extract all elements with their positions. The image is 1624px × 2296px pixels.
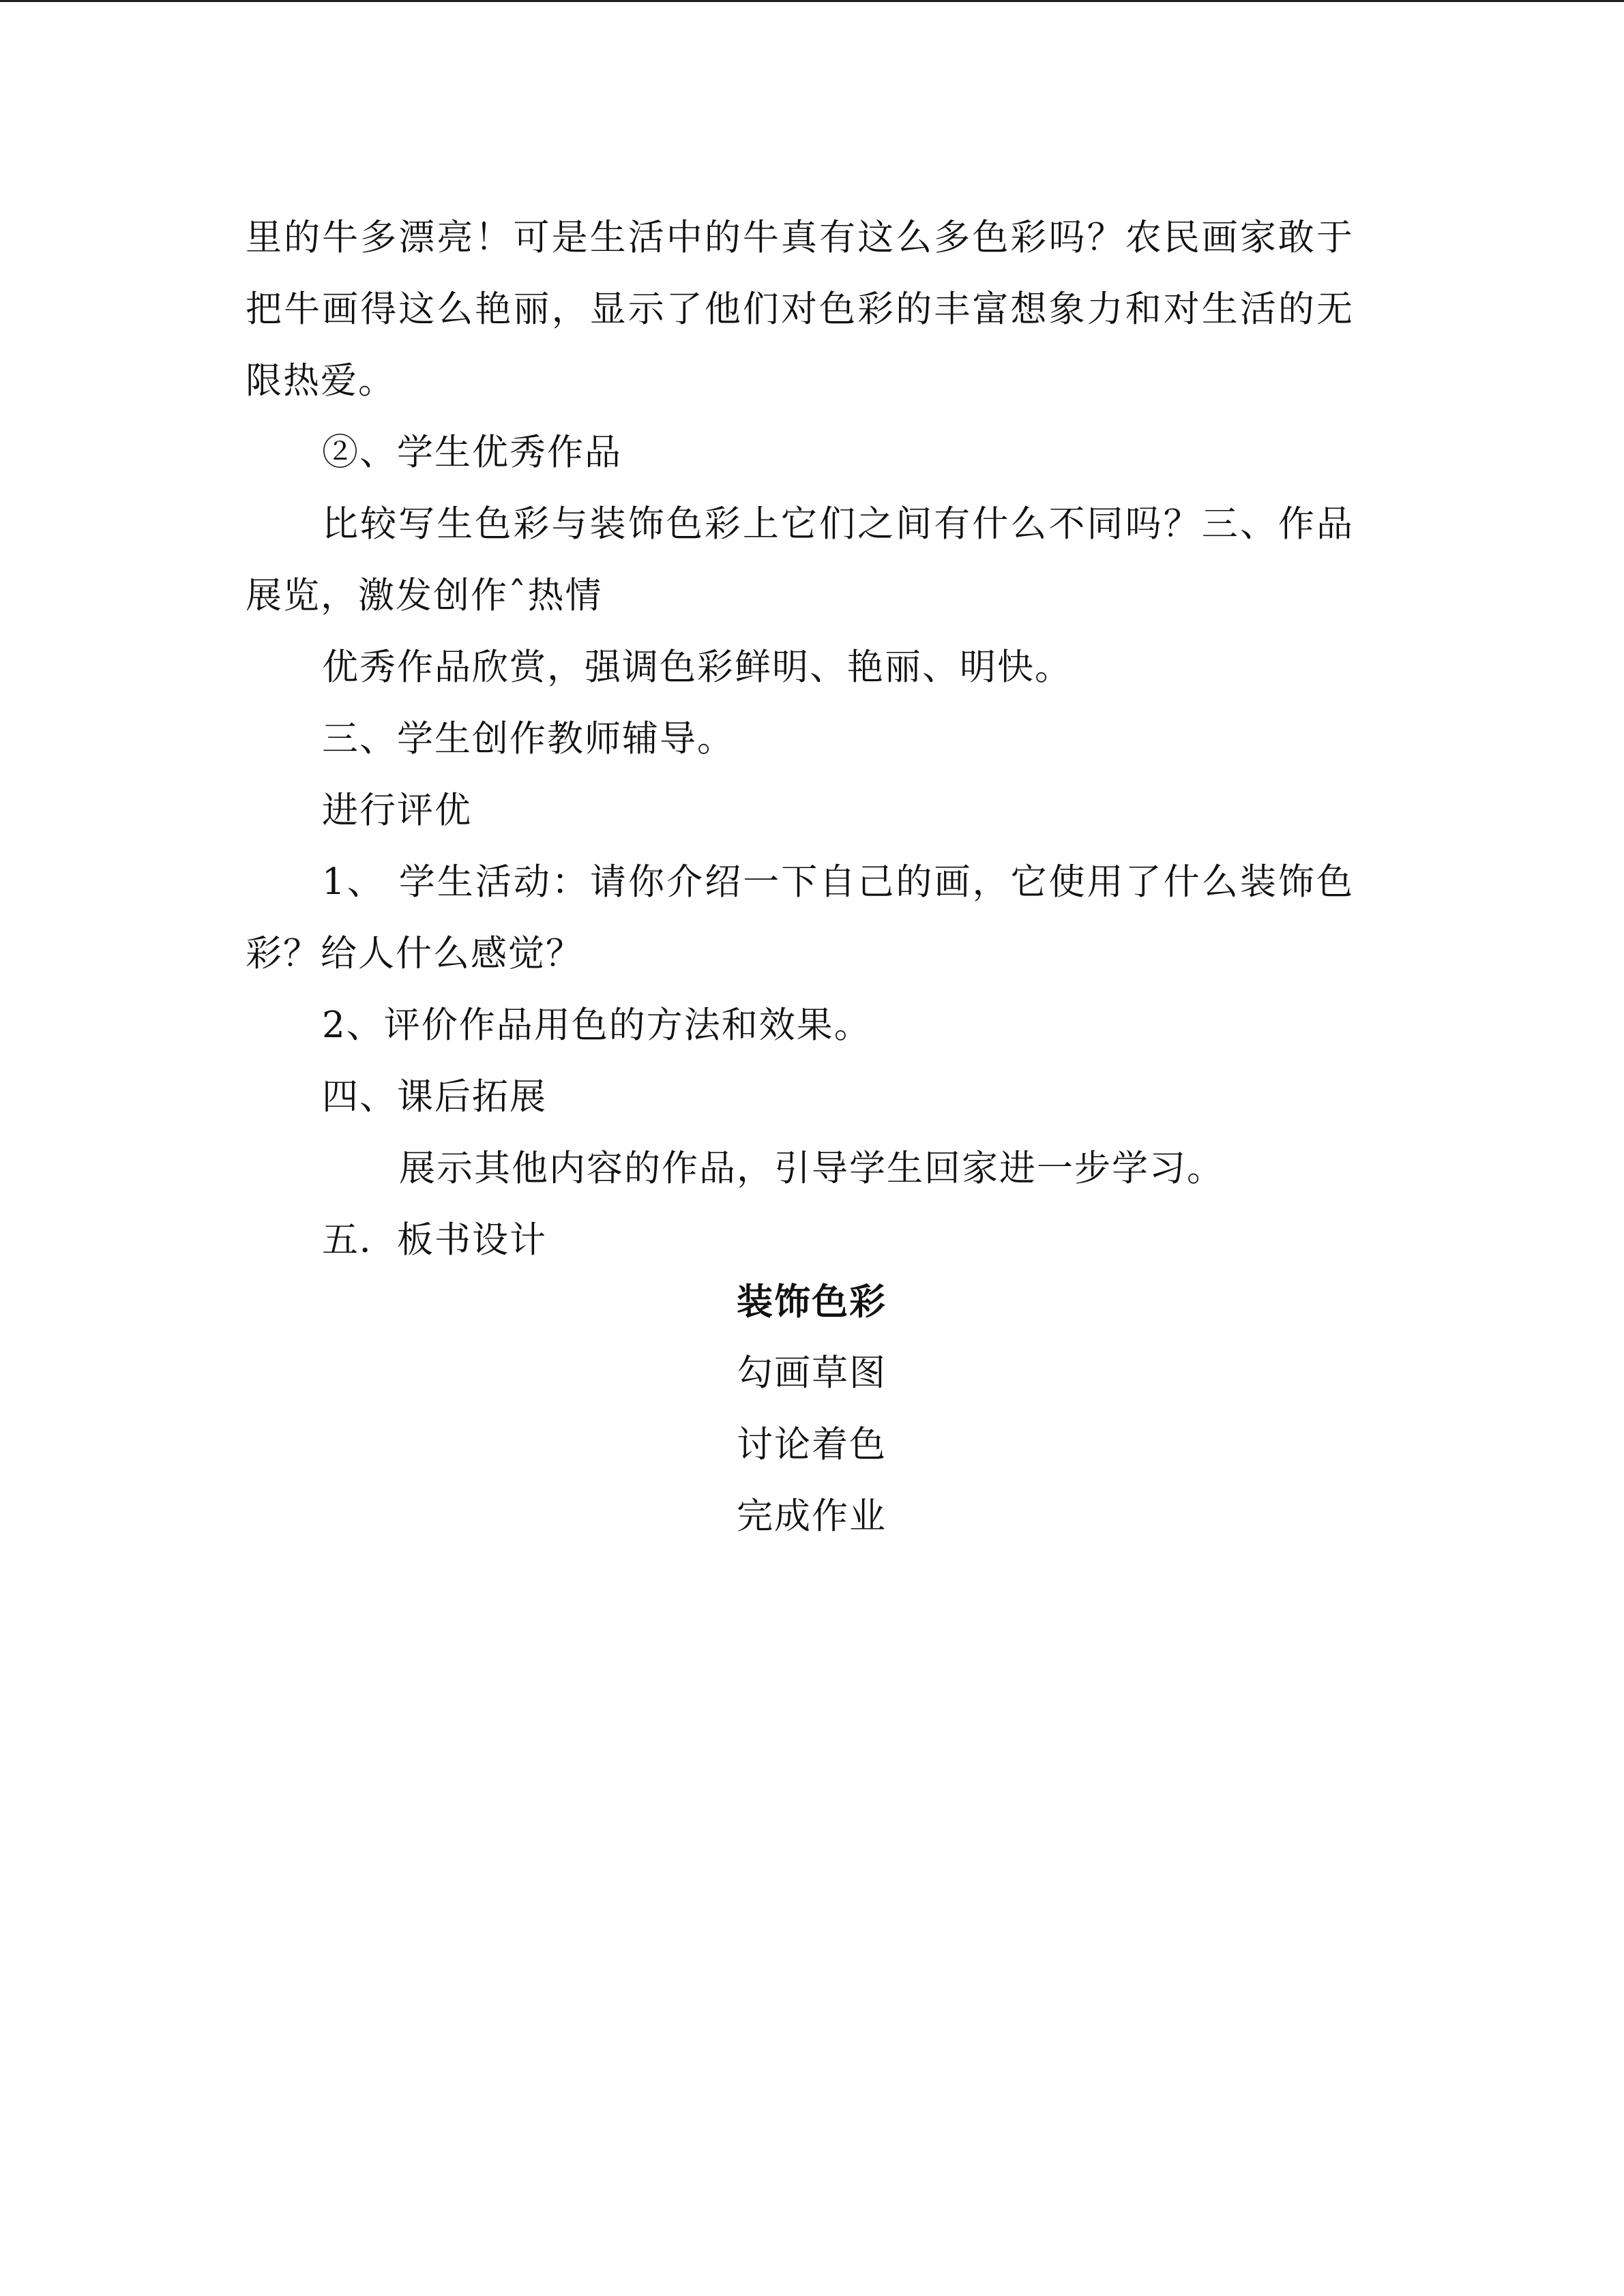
paragraph-line: 展示其他内容的作品，引导学生回家进一步学习。	[399, 1148, 1224, 1189]
board-design-step: 勾画草图	[737, 1352, 887, 1394]
paragraph-line: 彩？给人什么感觉？	[246, 933, 583, 974]
section-heading-student-works: ②、学生优秀作品	[322, 432, 622, 473]
section-heading-board-design: 五．板书设计	[322, 1219, 547, 1261]
board-design-title: 装饰色彩	[737, 1281, 887, 1323]
board-design-step: 完成作业	[737, 1495, 887, 1537]
paragraph-line: 把牛画得这么艳丽，显示了他们对色彩的丰富想象力和对生活的无	[246, 288, 1354, 330]
paragraph-line: 展览，激发创作ˆ热情	[246, 575, 603, 616]
paragraph-line: 优秀作品欣赏，强调色彩鲜明、艳丽、明快。	[322, 646, 1072, 688]
paragraph-line: 比较写生色彩与装饰色彩上它们之间有什么不同吗？三、作品	[322, 503, 1354, 545]
board-design-step: 讨论着色	[737, 1424, 887, 1465]
paragraph-line: 限热爱。	[246, 360, 396, 402]
paragraph-line: 1、 学生活动：请你介绍一下自己的画，它使用了什么装饰色	[322, 861, 1354, 903]
paragraph-line: 进行评优	[322, 790, 472, 831]
paragraph-line: 里的牛多漂亮！可是生活中的牛真有这么多色彩吗？农民画家敢于	[246, 217, 1354, 258]
section-heading-extension: 四、课后拓展	[322, 1076, 547, 1118]
paragraph-line: 2、评价作品用色的方法和效果。	[322, 1004, 872, 1046]
section-heading-create: 三、学生创作教师辅导。	[322, 718, 735, 760]
